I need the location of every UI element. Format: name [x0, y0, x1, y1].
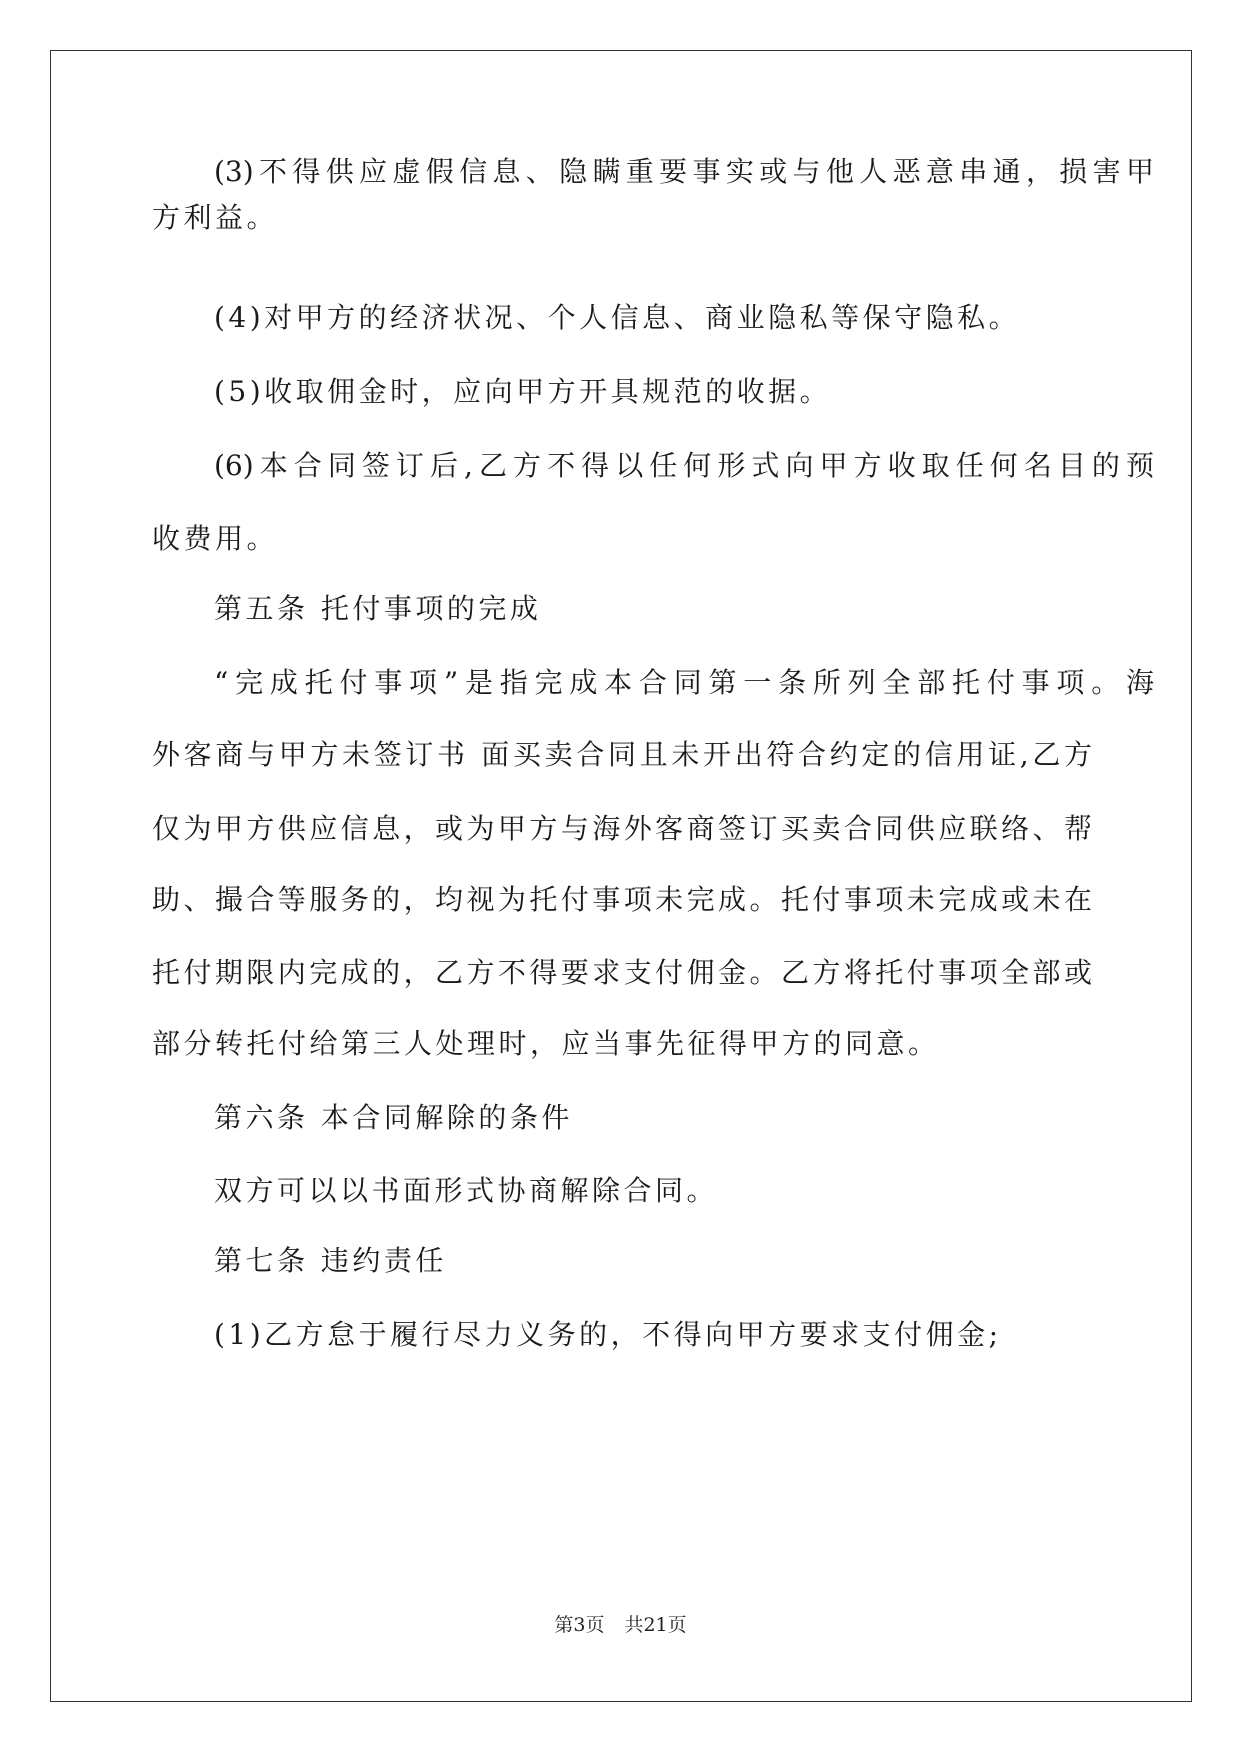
- article-5-text-line-1: “完成托付事项”是指完成本合同第一条所列全部托付事项。海: [214, 666, 1154, 699]
- paragraph-3-line-2: 方利益。: [152, 201, 279, 234]
- page-footer: [0, 1612, 1241, 1638]
- paragraph-3-line-1: (3)不得供应虚假信息、隐瞒重要事实或与他人恶意串通，损害甲: [214, 155, 1154, 188]
- article-6-text: 双方可以以书面形式协商解除合同。: [214, 1174, 719, 1207]
- paragraph-5: (5)收取佣金时，应向甲方开具规范的收据。: [214, 375, 832, 408]
- article-5-text-line-6: 部分转托付给第三人处理时，应当事先征得甲方的同意。: [152, 1027, 940, 1060]
- page-number: 第3页: [554, 1614, 605, 1636]
- article-7-item-1: (1)乙方怠于履行尽力义务的，不得向甲方要求支付佣金;: [214, 1318, 1002, 1351]
- article-5-text-line-3: 仅为甲方供应信息，或为甲方与海外客商签订买卖合同供应联络、帮: [152, 812, 1092, 845]
- article-5-text-line-2: 外客商与甲方未签订书 面买卖合同且未开出符合约定的信用证,乙方: [152, 738, 1092, 771]
- article-6-heading: 第六条 本合同解除的条件: [214, 1101, 573, 1134]
- paragraph-6-line-2: 收费用。: [152, 522, 279, 555]
- article-5-heading: 第五条 托付事项的完成: [214, 592, 542, 625]
- paragraph-4: (4)对甲方的经济状况、个人信息、商业隐私等保守隐私。: [214, 301, 1021, 334]
- page-total: 共21页: [624, 1614, 687, 1636]
- article-7-heading: 第七条 违约责任: [214, 1244, 447, 1277]
- paragraph-6-line-1: (6)本合同签订后,乙方不得以任何形式向甲方收取任何名目的预: [214, 449, 1154, 482]
- article-5-text-line-5: 托付期限内完成的，乙方不得要求支付佣金。乙方将托付事项全部或: [152, 956, 1092, 989]
- article-5-text-line-4: 助、撮合等服务的，均视为托付事项未完成。托付事项未完成或未在: [152, 883, 1092, 916]
